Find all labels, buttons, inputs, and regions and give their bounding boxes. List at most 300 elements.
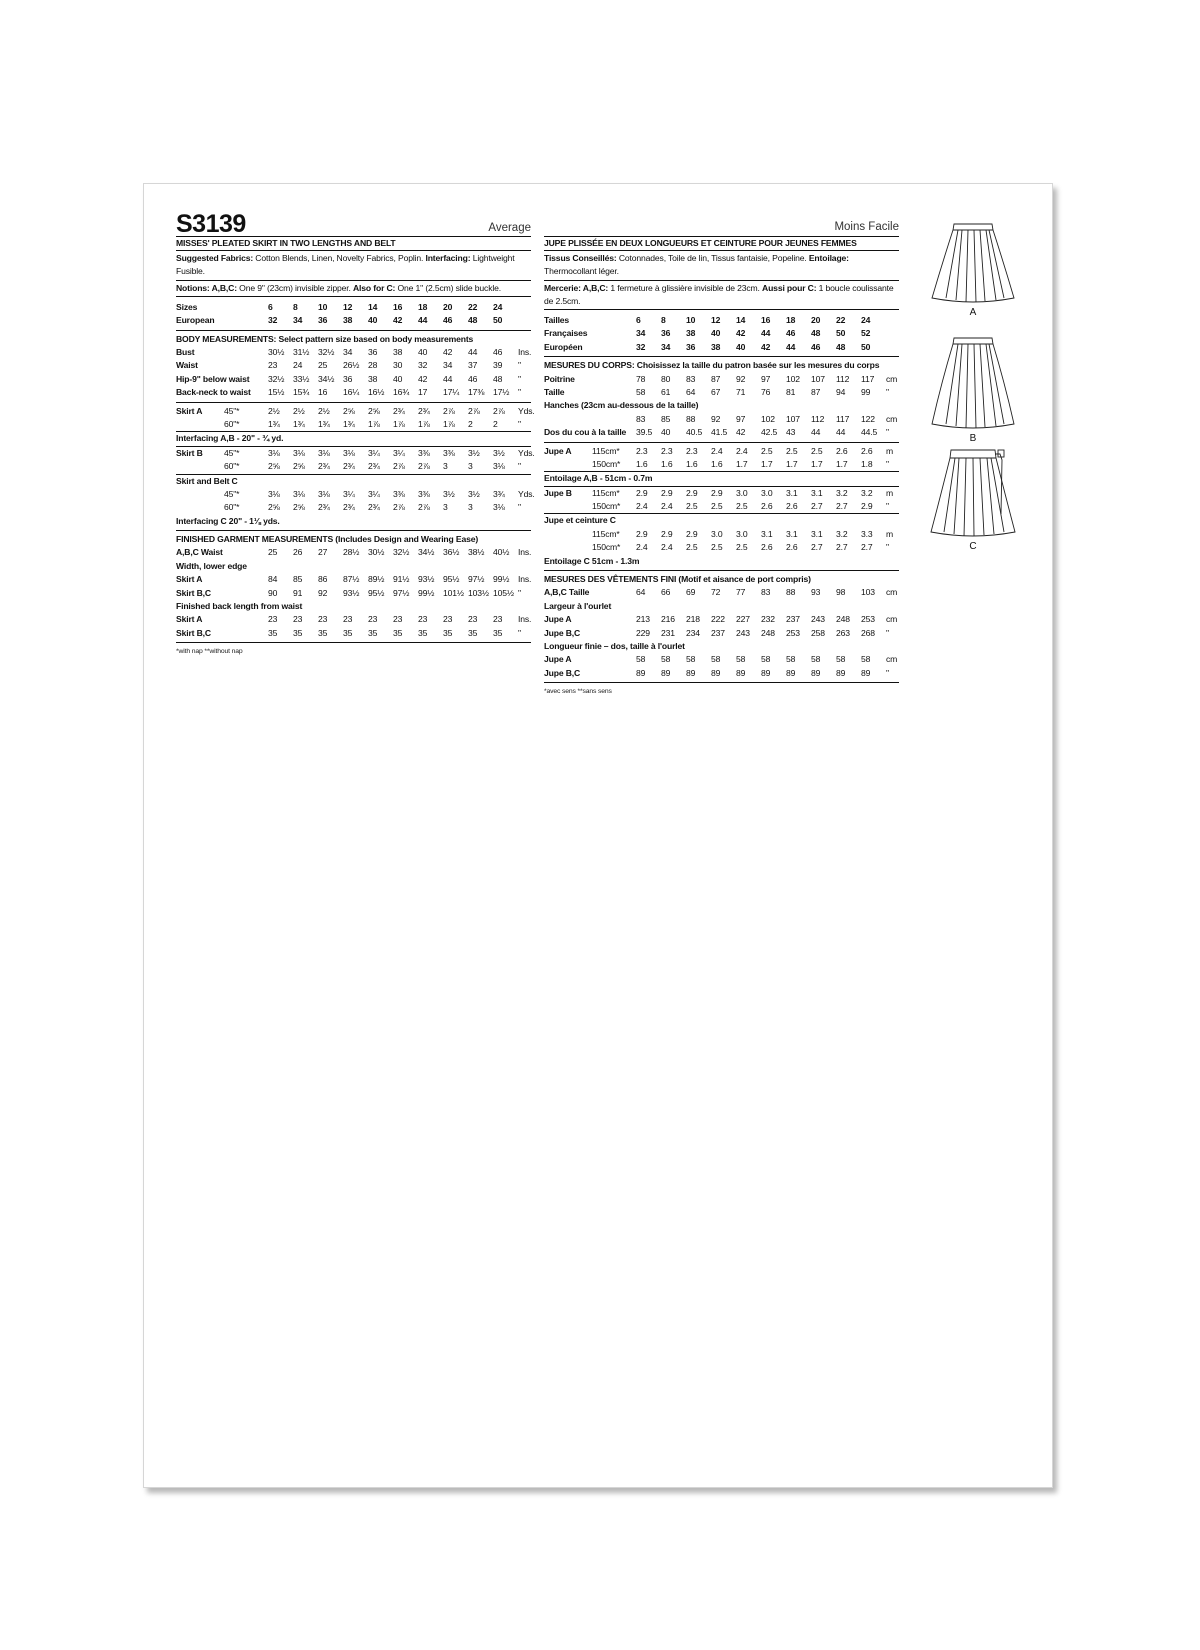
table-cell: 2.5: [686, 542, 698, 553]
table-cell: 3⅜: [418, 447, 430, 458]
pattern-envelope-back: [143, 183, 1053, 1488]
table-cell: 18: [418, 301, 428, 312]
table-cell: 231: [661, 627, 675, 638]
table-cell: 37: [468, 360, 478, 371]
table-cell: 2.9: [686, 487, 698, 498]
table-cell: 61: [661, 386, 671, 397]
table-cell: 2½: [268, 405, 280, 416]
table-cell: 93: [811, 587, 821, 598]
table-cell: 40: [393, 373, 403, 384]
table-cell: 10: [318, 301, 328, 312]
table-cell: 1.6: [636, 458, 648, 469]
table-cell: 2⅝: [293, 461, 305, 472]
table-cell: 1⅞: [443, 418, 455, 429]
table-heading: FINISHED GARMENT MEASUREMENTS (Includes Design and Wearing Ease): [176, 534, 479, 545]
table-cell: 46: [786, 328, 796, 339]
table-cell: 35: [368, 627, 378, 638]
table-cell: 227: [736, 614, 750, 625]
table-cell: 44.5: [861, 427, 878, 438]
table-cell: 24: [861, 315, 871, 326]
row-unit: ": [886, 458, 889, 469]
table-cell: 94: [836, 386, 846, 397]
nap-footnote-fr: *avec sens **sans sens: [544, 688, 612, 696]
table-cell: 3⅛: [268, 488, 280, 499]
body-measurements-table: [176, 331, 531, 403]
view-a-label: A: [969, 307, 977, 318]
table-cell: 2.9: [661, 528, 673, 539]
row-unit: ": [886, 542, 889, 553]
table-row: [544, 327, 899, 340]
table-row: [544, 341, 899, 354]
table-cell: 46: [443, 315, 453, 326]
table-cell: 2¾: [393, 405, 405, 416]
table-cell: 2.3: [661, 445, 673, 456]
table-cell: 58: [736, 654, 746, 665]
table-row: [176, 460, 531, 474]
table-heading: Finished back length from waist: [176, 601, 303, 612]
table-row: [544, 667, 899, 680]
row-sublabel: 115cm*: [592, 528, 620, 539]
table-heading: Longueur finie – dos, taille à l'ourlet: [544, 641, 685, 651]
table-cell: 2.9: [636, 487, 648, 498]
table-cell: 3⅛: [493, 461, 505, 472]
table-cell: 16: [761, 315, 771, 326]
table-cell: 58: [786, 654, 796, 665]
table-heading: BODY MEASUREMENTS: Select pattern size based on body measurements: [176, 333, 474, 344]
table-cell: 2⅞: [443, 405, 455, 416]
row-sublabel: 150cm*: [592, 458, 621, 469]
table-cell: 31½: [293, 346, 310, 357]
row-label: Bust: [176, 346, 195, 357]
table-cell: 222: [711, 614, 725, 625]
table-cell: 218: [686, 614, 700, 625]
table-heading: MESURES DU CORPS: Choisissez la taille du patron basée sur les mesures du corps: [544, 360, 880, 371]
table-row: [544, 528, 899, 541]
row-sublabel: 115cm*: [592, 445, 620, 456]
table-cell: 92: [318, 587, 328, 598]
table-cell: 3¼: [393, 447, 405, 458]
row-label: European: [176, 315, 215, 326]
row-label: [176, 488, 268, 501]
table-cell: 12: [711, 315, 721, 326]
row-unit: ": [886, 427, 889, 438]
table-cell: 1.6: [711, 458, 723, 469]
table-cell: 1.7: [836, 458, 848, 469]
table-row: [176, 501, 531, 514]
table-cell: 89: [636, 667, 646, 678]
row-label: [544, 445, 636, 458]
table-cell: 30: [393, 360, 403, 371]
table-cell: 89: [811, 667, 821, 678]
table-cell: 8: [293, 301, 298, 312]
table-cell: 35: [393, 627, 403, 638]
table-cell: 95½: [443, 574, 460, 585]
table-cell: 41.5: [711, 427, 728, 438]
row-label: Jupe B: [544, 487, 572, 498]
table-cell: 38: [368, 373, 378, 384]
table-cell: 99½: [493, 574, 510, 585]
table-cell: 69: [686, 587, 696, 598]
pattern-title: MISSES' PLEATED SKIRT IN TWO LENGTHS AND BELT: [176, 237, 531, 251]
table-cell: 80: [661, 373, 671, 384]
row-label: [544, 528, 636, 541]
table-cell: 97½: [393, 587, 410, 598]
table-cell: 3⅛: [293, 488, 305, 499]
table-cell: 3⅛: [318, 488, 330, 499]
row-unit: cm: [886, 654, 898, 665]
table-cell: 83: [636, 413, 646, 424]
table-cell: 3.1: [786, 487, 798, 498]
row-unit: Yds.: [518, 405, 535, 416]
row-label: [176, 405, 268, 418]
table-cell: 2⅞: [393, 461, 405, 472]
table-row: [544, 458, 899, 472]
table-cell: 23: [293, 614, 303, 625]
table-cell: 32: [268, 315, 278, 326]
table-cell: 23: [318, 614, 328, 625]
table-cell: 23: [343, 614, 353, 625]
row-unit: ": [518, 360, 521, 371]
table-cell: 25: [318, 360, 328, 371]
table-row: [544, 541, 899, 554]
table-cell: 38: [343, 315, 353, 326]
table-cell: 243: [736, 627, 750, 638]
table-cell: 92: [736, 373, 746, 384]
table-cell: 2.3: [686, 445, 698, 456]
table-cell: 103: [861, 587, 875, 598]
english-column: [176, 208, 535, 657]
table-cell: 2.5: [736, 542, 748, 553]
table-cell: 17½: [493, 387, 510, 398]
table-cell: 22: [836, 315, 846, 326]
row-unit: ": [886, 627, 889, 638]
table-cell: 112: [811, 413, 825, 424]
row-unit: ": [886, 386, 889, 397]
table-cell: 46: [811, 341, 821, 352]
table-cell: 87: [711, 373, 721, 384]
table-cell: 67: [711, 386, 721, 397]
table-cell: 87½: [343, 574, 360, 585]
table-cell: 1¾: [268, 418, 280, 429]
table-cell: 26½: [343, 360, 360, 371]
table-cell: 89: [661, 667, 671, 678]
table-cell: 89: [736, 667, 746, 678]
table-cell: 99: [861, 386, 871, 397]
table-cell: 42.5: [761, 427, 778, 438]
row-unit: m: [886, 487, 894, 498]
table-cell: 1.8: [861, 458, 873, 469]
table-cell: 26: [293, 547, 303, 558]
table-cell: 2½: [318, 405, 330, 416]
table-cell: 46: [493, 346, 503, 357]
table-row: [176, 573, 531, 586]
yardage-table-fr: [544, 443, 899, 572]
table-cell: 33½: [293, 373, 310, 384]
table-cell: 12: [343, 301, 353, 312]
row-unit: Ins.: [518, 547, 532, 558]
table-cell: 83: [761, 587, 771, 598]
row-unit: cm: [886, 587, 898, 598]
row-label: [176, 447, 268, 460]
table-cell: 36: [368, 346, 378, 357]
table-cell: 2⅞: [393, 502, 405, 513]
table-cell: 18: [786, 315, 796, 326]
table-cell: 39: [493, 360, 503, 371]
view-c-label: C: [969, 541, 977, 552]
table-cell: 2.5: [786, 445, 798, 456]
table-cell: 3½: [493, 447, 505, 458]
table-cell: 117: [861, 373, 875, 384]
table-cell: 35: [443, 627, 453, 638]
row-sublabel: 45"*: [224, 405, 240, 416]
table-cell: 2.7: [861, 542, 873, 553]
table-cell: 16¼: [343, 387, 360, 398]
table-cell: 77: [736, 587, 746, 598]
interfacing-note: Entoilage C 51cm - 1.3m: [544, 555, 640, 566]
table-cell: 25: [268, 547, 278, 558]
table-cell: 92: [711, 413, 721, 424]
row-unit: ": [518, 373, 521, 384]
table-cell: 3⅜: [443, 447, 455, 458]
table-row: [544, 500, 899, 514]
french-column: [544, 208, 899, 697]
row-label: Skirt B,C: [176, 627, 211, 638]
table-cell: 2⅝: [343, 405, 355, 416]
table-cell: 3¾: [493, 488, 505, 499]
table-row: [176, 418, 531, 432]
table-cell: 58: [686, 654, 696, 665]
finished-measurements-table-fr: [544, 571, 899, 683]
table-cell: 44: [468, 346, 478, 357]
row-unit: Ins.: [518, 346, 532, 357]
table-cell: 34: [636, 328, 646, 339]
table-cell: 44: [418, 315, 428, 326]
table-cell: 3.1: [761, 528, 773, 539]
table-cell: 17: [418, 387, 428, 398]
table-cell: 1.7: [736, 458, 748, 469]
table-cell: 3⅛: [493, 502, 505, 513]
row-label: Taille: [544, 386, 565, 397]
row-label: Skirt A: [176, 405, 203, 416]
skirt-view-a-drawing: [932, 224, 1014, 302]
difficulty-level: Average: [488, 222, 531, 234]
table-cell: 34: [661, 341, 671, 352]
table-cell: 237: [786, 614, 800, 625]
row-unit: ": [518, 587, 521, 598]
table-cell: 263: [836, 627, 850, 638]
table-cell: 17¼: [443, 387, 460, 398]
french-header: [544, 208, 899, 237]
row-unit: Yds.: [518, 447, 535, 458]
table-cell: 97½: [468, 574, 485, 585]
row-label: [544, 541, 636, 554]
table-cell: 44: [786, 341, 796, 352]
row-label: Jupe A: [544, 614, 572, 625]
row-label: Jupe A: [544, 445, 572, 456]
table-row: [176, 301, 531, 314]
table-heading: Largeur à l'ourlet: [544, 600, 612, 611]
table-cell: 58: [711, 654, 721, 665]
table-cell: 1.6: [686, 458, 698, 469]
table-row: [176, 546, 531, 559]
table-cell: 32: [636, 341, 646, 352]
table-cell: 268: [861, 627, 875, 638]
table-cell: 8: [661, 315, 666, 326]
nap-footnote: *with nap **without nap: [176, 648, 243, 656]
table-row: [176, 613, 531, 626]
table-cell: 89: [861, 667, 871, 678]
table-cell: 23: [443, 614, 453, 625]
table-cell: 58: [811, 654, 821, 665]
table-row: [176, 346, 531, 359]
table-cell: 76: [761, 386, 771, 397]
table-cell: 16¾: [393, 387, 410, 398]
table-cell: 234: [686, 627, 700, 638]
row-label: Skirt A: [176, 574, 203, 585]
table-cell: 2.9: [636, 528, 648, 539]
table-cell: 1.7: [811, 458, 823, 469]
table-cell: 35: [268, 627, 278, 638]
row-label: Skirt B,C: [176, 587, 211, 598]
table-cell: 253: [861, 614, 875, 625]
table-cell: 23: [268, 614, 278, 625]
table-cell: 258: [811, 627, 825, 638]
row-unit: Ins.: [518, 614, 532, 625]
table-cell: 22: [468, 301, 478, 312]
row-label: Sizes: [176, 301, 198, 312]
row-sublabel: 60"*: [224, 502, 240, 513]
table-cell: 32: [418, 360, 428, 371]
table-cell: 34½: [418, 547, 435, 558]
row-unit: ": [518, 387, 521, 398]
table-cell: 30½: [268, 346, 285, 357]
table-cell: 2.9: [661, 487, 673, 498]
row-label: Waist: [176, 360, 198, 371]
table-cell: 3: [443, 502, 448, 513]
table-cell: 42: [393, 315, 403, 326]
row-label: Jupe B,C: [544, 667, 581, 678]
table-cell: 2⅞: [468, 405, 480, 416]
row-unit: m: [886, 528, 894, 539]
row-unit: ": [886, 667, 889, 678]
table-cell: 2⅝: [268, 461, 280, 472]
table-cell: 58: [661, 654, 671, 665]
table-cell: 232: [761, 614, 775, 625]
row-label: Françaises: [544, 328, 588, 339]
row-label: [544, 500, 636, 513]
table-cell: 14: [368, 301, 378, 312]
table-row: [176, 627, 531, 640]
table-cell: 2⅞: [493, 405, 505, 416]
table-cell: 40: [736, 341, 746, 352]
table-cell: 1⅞: [393, 418, 405, 429]
table-cell: 2⅝: [293, 502, 305, 513]
table-cell: 1⅞: [368, 418, 380, 429]
body-measurements-table-fr: [544, 357, 899, 442]
table-cell: 93½: [343, 587, 360, 598]
table-cell: 3⅜: [393, 488, 405, 499]
table-cell: 42: [736, 427, 746, 438]
table-cell: 58: [636, 654, 646, 665]
table-cell: 1¾: [318, 418, 330, 429]
table-cell: 44: [811, 427, 821, 438]
table-cell: 72: [711, 587, 721, 598]
sizes-table-fr: [544, 310, 899, 357]
table-row: [544, 314, 899, 327]
table-cell: 71: [736, 386, 746, 397]
table-cell: 39.5: [636, 427, 653, 438]
table-cell: 2.6: [861, 445, 873, 456]
row-sublabel: 45"*: [224, 488, 240, 499]
notions: Notions: A,B,C: One 9" (23cm) invisible zipper. Also for C: One 1" (2.5cm) slide buckle.: [176, 281, 531, 297]
sizes-table: [176, 297, 531, 331]
table-cell: 32½: [393, 547, 410, 558]
table-row: [176, 405, 535, 418]
table-row: [176, 359, 531, 372]
table-cell: 248: [761, 627, 775, 638]
table-cell: 58: [861, 654, 871, 665]
table-cell: 2.6: [786, 501, 798, 512]
table-cell: 83: [686, 373, 696, 384]
table-cell: 40½: [493, 547, 510, 558]
view-b-label: B: [969, 433, 977, 444]
table-cell: 2.5: [811, 445, 823, 456]
table-cell: 2.7: [836, 501, 848, 512]
table-row: [544, 426, 899, 439]
table-cell: 34: [343, 346, 353, 357]
table-cell: 1¾: [293, 418, 305, 429]
table-cell: 88: [686, 413, 696, 424]
table-cell: 36: [318, 315, 328, 326]
table-cell: 2⅞: [418, 461, 430, 472]
suggested-fabrics-fr: Tissus Conseillés: Cotonnades, Toile de lin, Tissus fantaisie, Popeline. Entoilage: Thermocollant léger.: [544, 251, 899, 280]
row-label: Jupe B,C: [544, 627, 581, 638]
table-cell: 2¾: [368, 502, 380, 513]
table-cell: 2.6: [836, 445, 848, 456]
table-cell: 2¾: [343, 461, 355, 472]
skirt-view-b-drawing: [932, 338, 1014, 428]
table-cell: 50: [493, 315, 503, 326]
table-cell: 32½: [318, 346, 335, 357]
table-cell: 97: [736, 413, 746, 424]
row-unit: Yds.: [518, 488, 535, 499]
table-cell: 64: [636, 587, 646, 598]
table-cell: 3⅛: [318, 447, 330, 458]
table-cell: 107: [811, 373, 825, 384]
table-cell: 20: [811, 315, 821, 326]
row-sublabel: 115cm*: [592, 487, 620, 498]
table-cell: 2.5: [711, 501, 723, 512]
table-cell: 40.5: [686, 427, 703, 438]
table-cell: 2.4: [661, 542, 673, 553]
table-cell: 66: [661, 587, 671, 598]
row-unit: ": [518, 461, 521, 472]
table-cell: 3.0: [736, 487, 748, 498]
notions-fr: Mercerie: A,B,C: 1 fermeture à glissière invisible de 23cm. Aussi pour C: 1 boucle coulissante de 2.5cm.: [544, 281, 899, 310]
table-row: [544, 487, 899, 500]
row-label: [176, 501, 268, 514]
table-cell: 23: [368, 614, 378, 625]
table-cell: 58: [761, 654, 771, 665]
table-cell: 27: [318, 547, 328, 558]
table-cell: 93½: [418, 574, 435, 585]
table-cell: 89: [786, 667, 796, 678]
table-cell: 3.2: [836, 528, 848, 539]
table-heading: Hanches (23cm au-dessous de la taille): [544, 400, 699, 411]
skirt-view-c-drawing: [931, 450, 1015, 536]
table-cell: 98: [836, 587, 846, 598]
table-cell: 84: [268, 574, 278, 585]
